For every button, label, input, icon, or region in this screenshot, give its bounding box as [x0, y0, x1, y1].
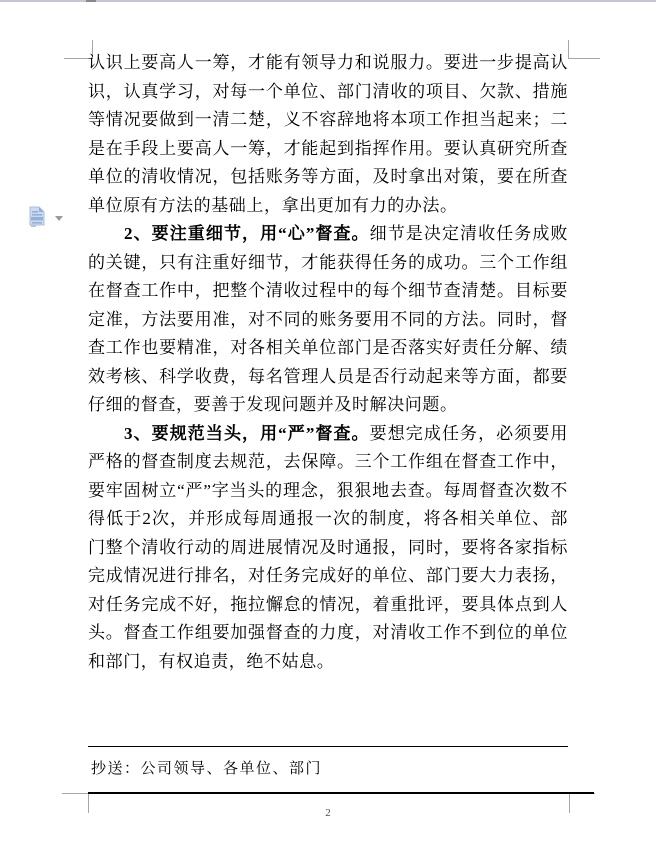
paragraph-lead: 3、要规范当头，用“严”督查。 — [124, 423, 370, 443]
page-top-edge — [0, 0, 656, 2]
paragraph-text: 要想完成任务，必须要用严格的督查制度去规范，去保障。三个工作组在督查工作中，要牢固树立“严”字当头的理念，狠狠地去查。每周督查次数不得低于2次，并形成每周通报一次的制度，将各相关单位、部门整个清收行动的周进展情况及时通报，同时，要将各家指标完成情况进行排名，对任务完成好的单位、部门要大力表扬，对任务完成不好，拖拉懈怠的情况，着重批评，要具体点到人头。督查工作组要加强督查的力度，对清收工作不到位的单位和部门，有权追责，绝不姑息。 — [88, 423, 568, 671]
document-icon[interactable] — [29, 206, 46, 233]
body-paragraph — [88, 220, 568, 420]
page-number: 2 — [325, 807, 331, 819]
footer-divider-bottom — [88, 792, 594, 794]
body-paragraph — [88, 420, 568, 677]
document-body — [88, 49, 568, 676]
paragraph-text: 认识上要高人一筹，才能有领导力和说服力。要进一步提高认识，认真学习，对每一个单位、部门清收的项目、欠款、措施等情况要做到一清二楚，义不容辞地将本项工作担当起来；二是在手段上要高人一筹，才能起到指挥作用。要认真研究所查单位的清收情况，包括账务等方面，及时拿出对策，要在所查单位原有方法的基础上，拿出更加有力的办法。 — [88, 53, 568, 215]
text-boundary-mark-top-right — [568, 40, 600, 59]
paragraph-text: 细节是决定清收任务成败的关键，只有注重好细节，才能获得任务的成功。三个工作组在督查工作中，把整个清收过程中的每个细节查清楚。目标要定准，方法要用准，对不同的账务要用不同的方法。同时，督查工作也要精准，对各相关单位部门是否落实好责任分解、绩效考核、科学收费，每名管理人员是否行动起来等方面，都要仔细的督查，要善于发现问题并及时解决问题。 — [88, 224, 568, 414]
dropdown-arrow-icon[interactable] — [55, 216, 63, 221]
margin-options-widget[interactable] — [29, 206, 63, 233]
paragraph-lead: 2、要注重细节，用“心”督查。 — [124, 224, 370, 243]
body-paragraph — [88, 49, 568, 220]
footer-divider-top — [88, 746, 568, 747]
cc-line: 抄送：公司领导、各单位、部门 — [91, 761, 323, 777]
page-top-edge-tick — [86, 0, 96, 2]
